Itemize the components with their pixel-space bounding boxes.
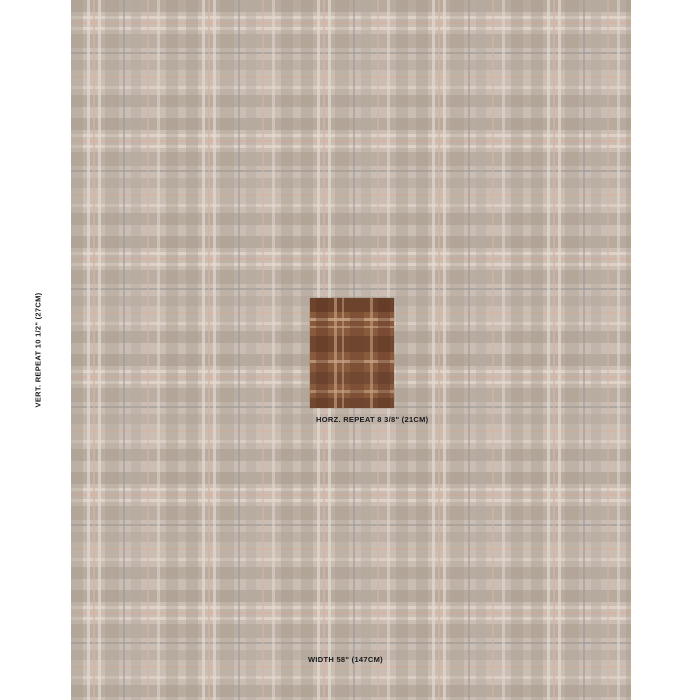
vertical-repeat-label: VERT. REPEAT 10 1/2" (27CM) <box>33 292 43 408</box>
horizontal-repeat-label: HORZ. REPEAT 8 3/8" (21CM) <box>316 415 429 424</box>
color-swatch <box>310 298 394 408</box>
width-label: WIDTH 58" (147CM) <box>308 655 383 664</box>
